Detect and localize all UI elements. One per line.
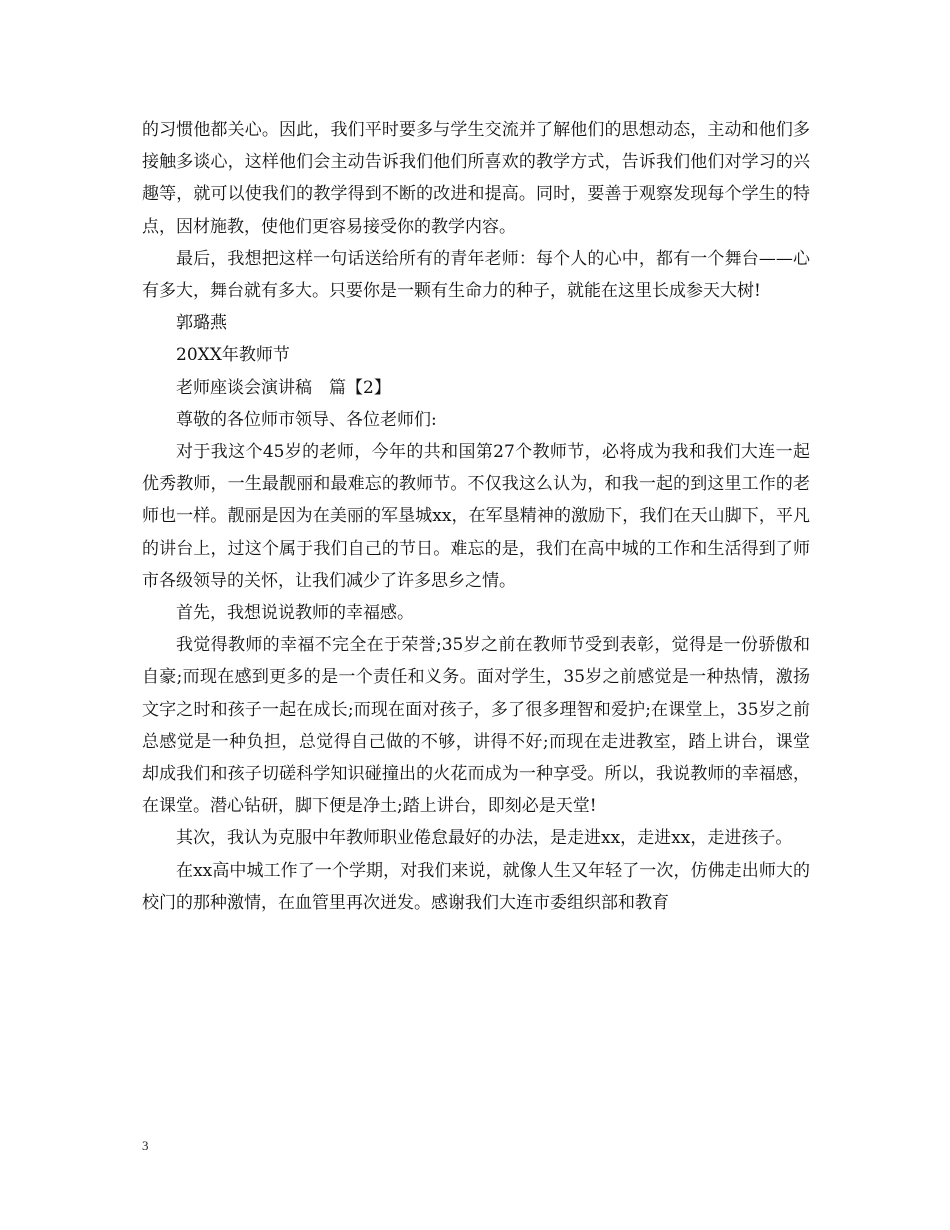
page-number: 3 <box>142 1138 149 1153</box>
salutation: 尊敬的各位师市领导、各位老师们: <box>176 409 437 430</box>
date-line: 20XX年教师节 <box>176 345 290 366</box>
paragraph-10: 其次，我认为克服中年教师职业倦怠最好的办法，是走进xx，走进xx，走进孩子。 <box>176 828 793 849</box>
paragraph-11: 在xx高中城工作了一个学期，对我们来说，就像人生又年轻了一次，仿佛走出师大的校门的那种激情，在血管里再次迸发。感谢我们大连市委组织部和教育 <box>142 860 810 913</box>
paragraph-9: 我觉得教师的幸福不完全在于荣誉;35岁之前在教师节受到表彰，觉得是一份骄傲和自豪;而现在感到更多的是一个责任和义务。面对学生，35岁之前感觉是一种热情，激扬文字之时和孩子一起在成长;而现在面对孩子，多了很多理智和爱护;在课堂上，35岁之前总感觉是一种负担，总觉得自己做的不够，讲得不好;而现在走进教室，踏上讲台，课堂却成我们和孩子切磋科学知识碰撞出的火花而成为一种享受。所以，我说教师的幸福感，在课堂。潜心钻研，脚下便是净土;踏上讲台，即刻必是天堂! <box>142 635 810 817</box>
paragraph-7: 对于我这个45岁的老师，今年的共和国第27个教师节，必将成为我和我们大连一起优秀教师，一生最靓丽和最难忘的教师节。不仅我这么认为，和我一起的到这里工作的老师也一样。靓丽是因为在美丽的军垦城xx，在军垦精神的激励下，我们在天山脚下，平凡的讲台上，过这个属于我们自己的节日。难忘的是，我们在高中城的工作和生活得到了师市各级领导的关怀，让我们减少了许多思乡之情。 <box>142 442 810 591</box>
paragraph-8: 首先，我想说说教师的幸福感。 <box>176 603 414 624</box>
paragraph-2: 最后，我想把这样一句话送给所有的青年老师：每个人的心中，都有一个舞台——心有多大，舞台就有多大。只要你是一颗有生命力的种子，就能在这里长成参天大树! <box>142 248 810 302</box>
document-body <box>142 114 810 919</box>
section-heading: 老师座谈会演讲稿 篇【2】 <box>176 377 391 398</box>
author-name: 郭璐燕 <box>176 313 227 334</box>
paragraph-1: 的习惯他都关心。因此，我们平时要多与学生交流并了解他们的思想动态，主动和他们多接触多谈心，这样他们会主动告诉我们他们所喜欢的教学方式，告诉我们他们对学习的兴趣等，就可以使我们的教学得到不断的改进和提高。同时，要善于观察发现每个学生的特点，因材施教，使他们更容易接受你的教学内容。 <box>142 120 810 237</box>
